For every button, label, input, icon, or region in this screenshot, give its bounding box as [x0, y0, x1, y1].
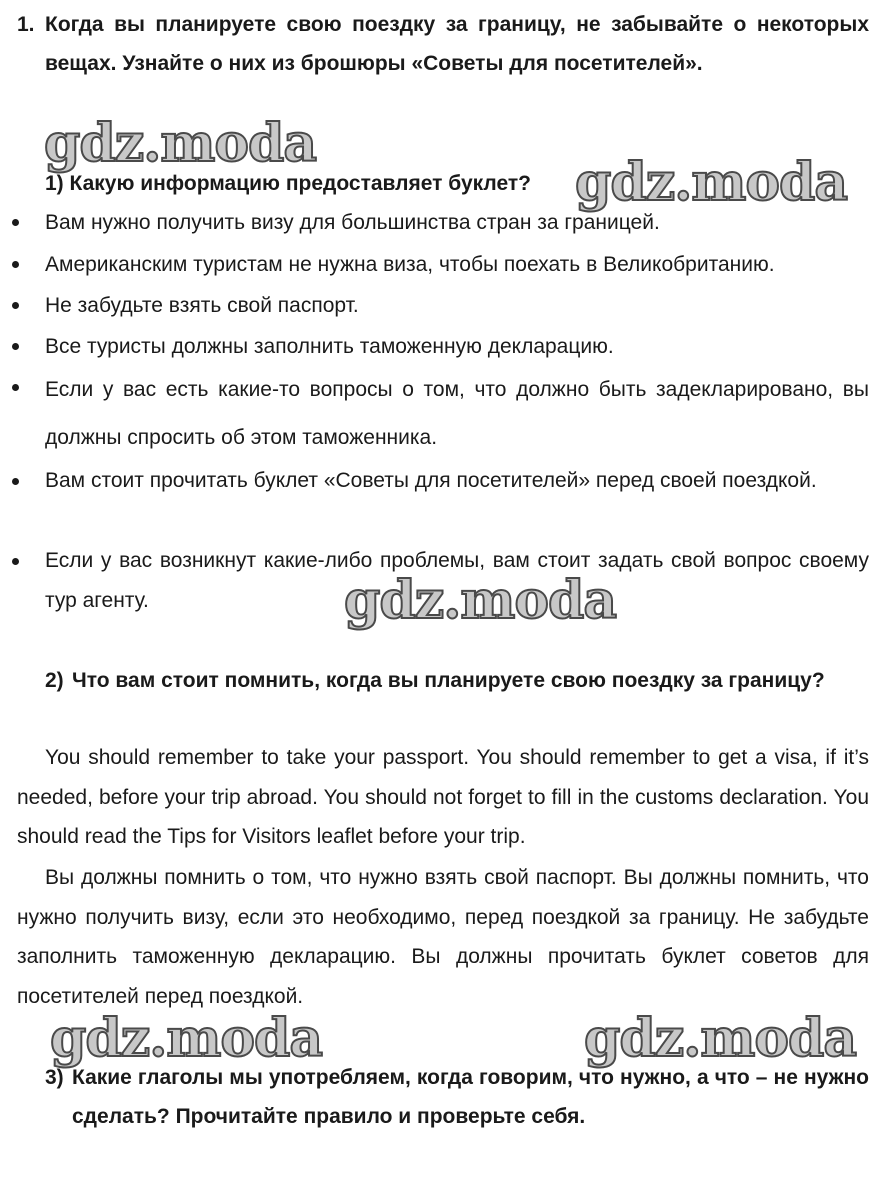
list-item-text: Американским туристам не нужна виза, чтобы поехать в Великобританию.: [45, 253, 775, 276]
watermark-5: gdz.moda: [584, 1008, 857, 1069]
list-item-text: Вам стоит прочитать буклет «Советы для посетителей» перед своей поездкой.: [45, 469, 817, 492]
answer-russian: Вы должны помнить о том, что нужно взять свой паспорт. Вы должны помнить, что нужно получить визу, если это необходимо, перед поездкой за границу. Не забудьте заполнить таможенную декларацию. Вы должны прочитать буклет советов для посетителей перед поездкой.: [17, 866, 869, 1008]
question-2-number: 2): [45, 669, 64, 692]
question-1-label: 1) Какую информацию предоставляет буклет?: [45, 172, 531, 195]
question-2-label: Что вам стоит помнить, когда вы планируете свою поездку за границу?: [72, 669, 825, 692]
list-item-text: Если у вас возникнут какие-либо проблемы, вам стоит задать свой вопрос своему тур агенту.: [45, 549, 869, 612]
list-item-text: Вам нужно получить визу для большинства стран за границей.: [45, 211, 660, 234]
watermark-4: gdz.moda: [50, 1008, 323, 1069]
bullet-dot: [12, 302, 19, 309]
bullet-dot: [12, 343, 19, 350]
bullet-dot: [12, 558, 19, 565]
bullet-dot: [12, 384, 19, 391]
task-instruction: Когда вы планируете свою поездку за границу, не забывайте о некоторых вещах. Узнайте о них из брошюры «Советы для посетителей».: [45, 13, 869, 75]
watermark-2: gdz.moda: [575, 152, 848, 213]
answer-english: You should remember to take your passport. You should remember to get a visa, if it’s needed, before your trip abroad. You should not forget to fill in the customs declaration. You should read the Tips for Visitors leaflet before your trip.: [17, 746, 869, 848]
bullet-dot: [12, 219, 19, 226]
question-3-label: Какие глаголы мы употребляем, когда говорим, что нужно, а что – не нужно сделать? Прочитайте правило и проверьте себя.: [72, 1066, 869, 1128]
watermark-3: gdz.moda: [344, 570, 617, 631]
bullet-dot: [12, 261, 19, 268]
watermark-1: gdz.moda: [44, 113, 317, 174]
question-3-number: 3): [45, 1066, 64, 1089]
list-item-text: Если у вас есть какие-то вопросы о том, что должно быть задекларировано, вы должны спросить об этом таможенника.: [45, 378, 869, 449]
bullet-dot: [12, 478, 19, 485]
task-number: 1.: [17, 13, 35, 36]
list-item-text: Все туристы должны заполнить таможенную декларацию.: [45, 335, 614, 358]
list-item-text: Не забудьте взять свой паспорт.: [45, 294, 359, 317]
